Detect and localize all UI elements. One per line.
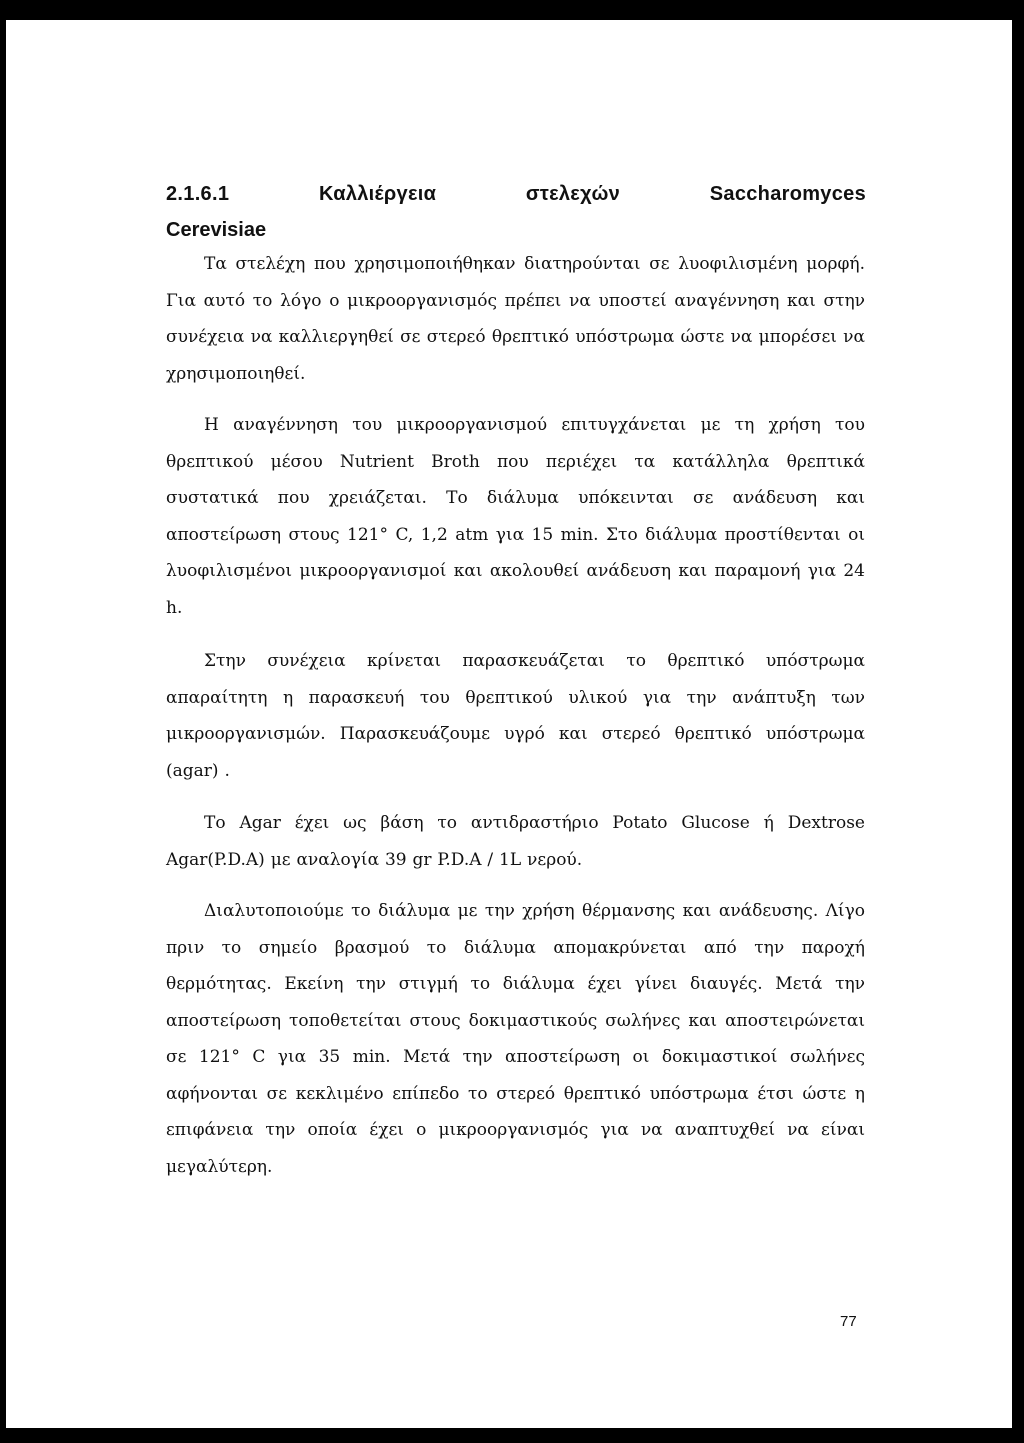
- paragraph-5-text: Διαλυτοποιούμε το διάλυμα με την χρήση θέρμανσης και ανάδευσης. Λίγο πριν το σημείο βρασμού το διάλυμα απομακρύνεται από την παροχή θερμότητας. Εκείνη την στιγμή το διάλυμα έχει γίνει διαυγές. Μετά την αποστείρωση τοποθετείται στους δοκιμαστικούς σωλήνες και αποστειρώνεται σε 121° C για 35 min. Μετά την αποστείρωση οι δοκιμαστικοί σωλήνες αφήνονται σε κεκλιμένο επίπεδο το στερεό θρεπτικό υπόστρωμα έτσι ώστε η επιφάνεια την οποία έχει ο μικροοργανισμός για να αναπτυχθεί να είναι μεγαλύτερη.: [166, 901, 865, 1177]
- paragraph-4: [166, 805, 865, 878]
- section-title-word-3: Saccharomyces: [709, 183, 866, 205]
- section-number: 2.1.6.1: [166, 183, 230, 205]
- paragraph-3: [166, 643, 865, 789]
- paragraph-2: [166, 407, 865, 626]
- paragraph-4-text: Το Agar έχει ως βάση το αντιδραστήριο Potato Glucose ή Dextrose Agar(P.D.A) με αναλογία 39 gr P.D.A / 1L νερού.: [166, 813, 865, 870]
- paragraph-3-text: Στην συνέχεια κρίνεται παρασκευάζεται το θρεπτικό υπόστρωμα απαραίτητη η παρασκευή του θρεπτικού υλικού για την ανάπτυξη των μικροοργανισμών. Παρασκευάζουμε υγρό και στερεό θρεπτικό υπόστρωμα (agar) .: [166, 651, 865, 781]
- paragraph-2-text: Η αναγέννηση του μικροοργανισμού επιτυγχάνεται με τη χρήση του θρεπτικού μέσου Nutrient Broth που περιέχει τα κατάλληλα θρεπτικά συστατικά που χρειάζεται. Το διάλυμα υπόκεινται σε ανάδευση και αποστείρωση στους 121° C, 1,2 atm για 15 min. Στο διάλυμα προστίθενται οι λυοφιλισμένοι μικροοργανισμοί και ακολουθεί ανάδευση και παραμονή για 24 h.: [166, 415, 865, 618]
- paragraph-5: [166, 893, 865, 1185]
- section-heading: [166, 177, 866, 212]
- section-title-word-1: Καλλιέργεια: [318, 183, 437, 205]
- paragraph-1-text: Τα στελέχη που χρησιμοποιήθηκαν διατηρούνται σε λυοφιλισμένη μορφή. Για αυτό το λόγο ο μικροοργανισμός πρέπει να υποστεί αναγέννηση και στην συνέχεια να καλλιεργηθεί σε στερεό θρεπτικό υπόστρωμα ώστε να μπορέσει να χρησιμοποιηθεί.: [166, 254, 865, 384]
- page-number: 77: [840, 1313, 857, 1330]
- paragraph-1: [166, 246, 865, 392]
- section-title-line-2: Cerevisiae: [166, 219, 267, 241]
- section-title-word-2: στελεχών: [525, 183, 621, 205]
